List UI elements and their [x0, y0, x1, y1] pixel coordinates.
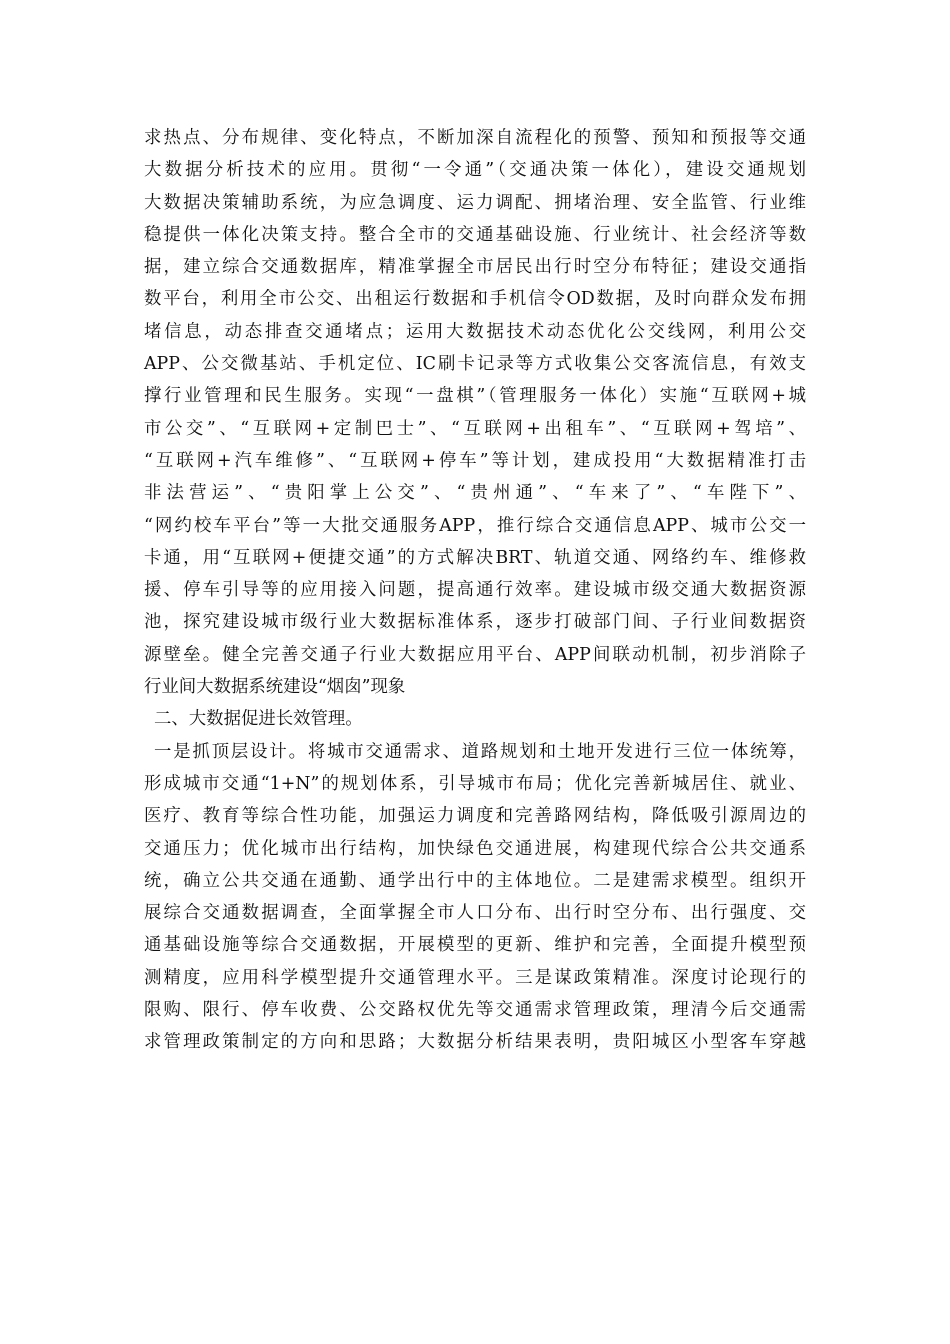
text-line: 求热点、分布规律、变化特点，不断加深自流程化的预警、预知和预报等交通	[144, 128, 806, 148]
text-line: 限购、限行、停车收费、公交路权优先等交通需求管理政策，理清今后交通需	[144, 1000, 806, 1021]
text-line: 数平台，利用全市公交、出租运行数据和手机信令OD数据，及时向群众发布拥	[144, 289, 806, 310]
text-line: 通基础设施等综合交通数据，开展模型的更新、维护和完善，全面提升模型预	[144, 935, 806, 956]
text-line: 一是抓顶层设计。将城市交通需求、道路规划和土地开发进行三位一体统筹，	[154, 741, 806, 762]
text-line: 医疗、教育等综合性功能，加强运力调度和完善路网结构，降低吸引源周边的	[144, 806, 806, 827]
text-line: 非法营运”、“贵阳掌上公交”、“贵州通”、“车来了”、“车陛下”、	[144, 483, 806, 504]
text-line: 池，探究建设城市级行业大数据标准体系，逐步打破部门间、子行业间数据资	[144, 612, 806, 633]
text-line: “网约校车平台”等一大批交通服务APP，推行综合交通信息APP、城市公交一	[144, 515, 806, 536]
text-line: 形成城市交通“1+N”的规划体系，引导城市布局；优化完善新城居住、就业、	[144, 773, 806, 794]
text-line: “互联网+汽车维修”、“互联网+停车”等计划，建成投用“大数据精准打击	[144, 450, 806, 471]
text-line: 堵信息，动态排查交通堵点；运用大数据技术动态优化公交线网，利用公交	[144, 321, 806, 342]
text-line: 卡通，用“互联网+便捷交通”的方式解决BRT、轨道交通、网络约车、维修救	[144, 547, 806, 568]
text-line: 行业间大数据系统建设“烟囱”现象	[144, 677, 406, 698]
text-line: 稳提供一体化决策支持。整合全市的交通基础设施、行业统计、社会经济等数	[144, 224, 806, 245]
text-line: 源壁垒。健全完善交通子行业大数据应用平台、APP间联动机制，初步消除子	[144, 644, 806, 665]
text-line: 撑行业管理和民生服务。实现“一盘棋”（管理服务一体化）实施“互联网+城	[144, 386, 806, 407]
text-line: APP、公交微基站、手机定位、IC刷卡记录等方式收集公交客流信息，有效支	[144, 354, 806, 375]
text-line: 据，建立综合交通数据库，精准掌握全市居民出行时空分布特征；建设交通指	[144, 257, 806, 278]
text-line: 测精度，应用科学模型提升交通管理水平。三是谋政策精准。深度讨论现行的	[144, 967, 806, 988]
document-body	[144, 122, 806, 1059]
text-line: 统，确立公共交通在通勤、通学出行中的主体地位。二是建需求模型。组织开	[144, 870, 806, 891]
text-line: 大数据决策辅助系统，为应急调度、运力调配、拥堵治理、安全监管、行业维	[144, 192, 806, 213]
text-line: 展综合交通数据调查，全面掌握全市人口分布、出行时空分布、出行强度、交	[144, 903, 806, 924]
text-line: 市公交”、“互联网+定制巴士”、“互联网+出租车”、“互联网+驾培”、	[144, 418, 806, 439]
text-line: 援、停车引导等的应用接入问题，提高通行效率。建设城市级交通大数据资源	[144, 580, 806, 601]
text-line: 交通压力；优化城市出行结构，加快绿色交通进展，构建现代综合公共交通系	[144, 838, 806, 859]
text-line: 大数据分析技术的应用。贯彻“一令通”（交通决策一体化），建设交通规划	[144, 160, 806, 181]
text-line: 求管理政策制定的方向和思路；大数据分析结果表明，贵阳城区小型客车穿越	[144, 1032, 806, 1053]
section-heading: 二、大数据促进长效管理。	[154, 709, 363, 730]
